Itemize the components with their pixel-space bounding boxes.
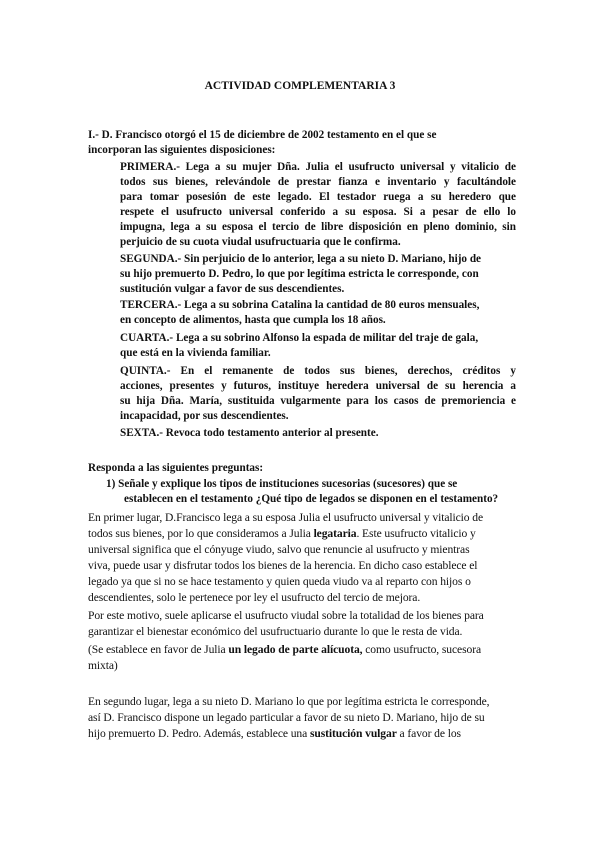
primera-line-4: respete el usufructo universal conferido a su esposa. Si a pesar de ello lo xyxy=(120,206,516,218)
cuarta-line-2: que está en la vivienda familiar. xyxy=(120,347,271,359)
quinta-line-3: su hija Dña. María, sustituida vulgarmente para los casos de premoriencia e xyxy=(120,395,516,407)
answer-2-line-1: Por este motivo, suele aplicarse el usufructo viudal sobre la totalidad de los bienes para xyxy=(88,609,484,622)
intro-line-2: incorporan las siguientes disposiciones: xyxy=(88,144,276,156)
primera-line-5: impugna, lega a su esposa el tercio de libre disposición en pleno dominio, sin xyxy=(120,221,516,233)
sexta-line: SEXTA.- Revoca todo testamento anterior al presente. xyxy=(120,427,379,439)
answer-2-line-2: garantizar el bienestar económico del usufructuario durante lo que le resta de vida. xyxy=(88,625,463,638)
answer-1-line-5: legado ya que si no se hace testamento y quien queda viudo va al reparto con hijos o xyxy=(88,575,471,588)
question-1-line-1: 1) Señale y explique los tipos de instituciones sucesorias (sucesores) que se xyxy=(106,478,458,490)
answer-4-line-2: así D. Francisco dispone un legado particular a favor de su nieto D. Mariano, hijo de su xyxy=(88,711,485,724)
answer-4-text-c: a favor de los xyxy=(396,727,461,740)
primera-line-6: perjuicio de su cuota viudal usufructuaria que le confirma. xyxy=(120,236,401,248)
intro-line-1: I.- D. Francisco otorgó el 15 de diciembre de 2002 testamento en el que se xyxy=(88,129,437,141)
answer-1-line-2 xyxy=(88,526,476,541)
answer-1-line-3: universal significa que el cónyuge viudo, salvo que renuncie al usufructo y mientras xyxy=(88,543,470,556)
answer-1-line-2-text-c: . Este usufructo vitalicio y xyxy=(356,527,476,540)
answer-3-text-c: como usufructo, sucesora xyxy=(362,643,482,656)
answer-3-line-2: mixta) xyxy=(88,659,118,672)
answer-1-line-2-text-a: todos sus bienes, por lo que consideramos a Julia xyxy=(88,527,314,540)
answer-3-line-1 xyxy=(88,642,481,657)
segunda-line-3: sustitución vulgar a favor de sus descendientes. xyxy=(120,283,345,295)
quinta-line-4: incapacidad, por sus descendientes. xyxy=(120,410,289,422)
answer-4-line-3 xyxy=(88,726,461,741)
quinta-line-1: QUINTA.- En el remanente de todos sus bienes, derechos, créditos y xyxy=(120,365,516,377)
segunda-line-1: SEGUNDA.- Sin perjuicio de lo anterior, lega a su nieto D. Mariano, hijo de xyxy=(120,253,482,265)
primera-line-3: para tomar posesión de este legado. El testador ruega a su heredero que xyxy=(120,191,516,203)
answer-4-line-1: En segundo lugar, lega a su nieto D. Mariano lo que por legítima estricta le corresponde, xyxy=(88,695,490,708)
answer-4-text-a: hijo premuerto D. Pedro. Además, establece una xyxy=(88,727,310,740)
cuarta-line-1: CUARTA.- Lega a su sobrino Alfonso la espada de militar del traje de gala, xyxy=(120,332,479,344)
question-1-line-2: establecen en el testamento ¿Qué tipo de legados se disponen en el testamento? xyxy=(124,493,499,505)
primera-line-2: todos sus bienes, relevándole de prestar fianza e inventario y facultándole xyxy=(120,176,516,188)
answer-1-line-6: descendientes, solo le pertenece por ley el usufructo del tercio de mejora. xyxy=(88,591,421,604)
primera-line-1: PRIMERA.- Lega a su mujer Dña. Julia el usufructo universal y vitalicio de xyxy=(120,161,516,173)
page-title: ACTIVIDAD COMPLEMENTARIA 3 xyxy=(204,80,396,92)
tercera-line-1: TERCERA.- Lega a su sobrina Catalina la cantidad de 80 euros mensuales, xyxy=(120,299,480,311)
sustitucion-vulgar-term: sustitución vulgar xyxy=(309,727,397,740)
legataria-term: legataria xyxy=(313,527,357,540)
preguntas-heading: Responda a las siguientes preguntas: xyxy=(88,462,264,474)
legado-parte-alicuota-term: un legado de parte alícuota, xyxy=(228,643,363,656)
answer-1-line-4: viva, puede usar y disfrutar todos los bienes de la herencia. En dicho caso establece el xyxy=(88,559,478,572)
segunda-line-2: su hijo premuerto D. Pedro, lo que por legítima estricta le corresponde, con xyxy=(120,268,479,280)
answer-3-text-a: (Se establece en favor de Julia xyxy=(88,643,229,656)
tercera-line-2: en concepto de alimentos, hasta que cumpla los 18 años. xyxy=(120,314,386,326)
answer-1-line-1: En primer lugar, D.Francisco lega a su esposa Julia el usufructo universal y vitalicio de xyxy=(88,511,484,524)
quinta-line-2: acciones, presentes y futuros, instituye heredera universal de su herencia a xyxy=(120,380,516,392)
